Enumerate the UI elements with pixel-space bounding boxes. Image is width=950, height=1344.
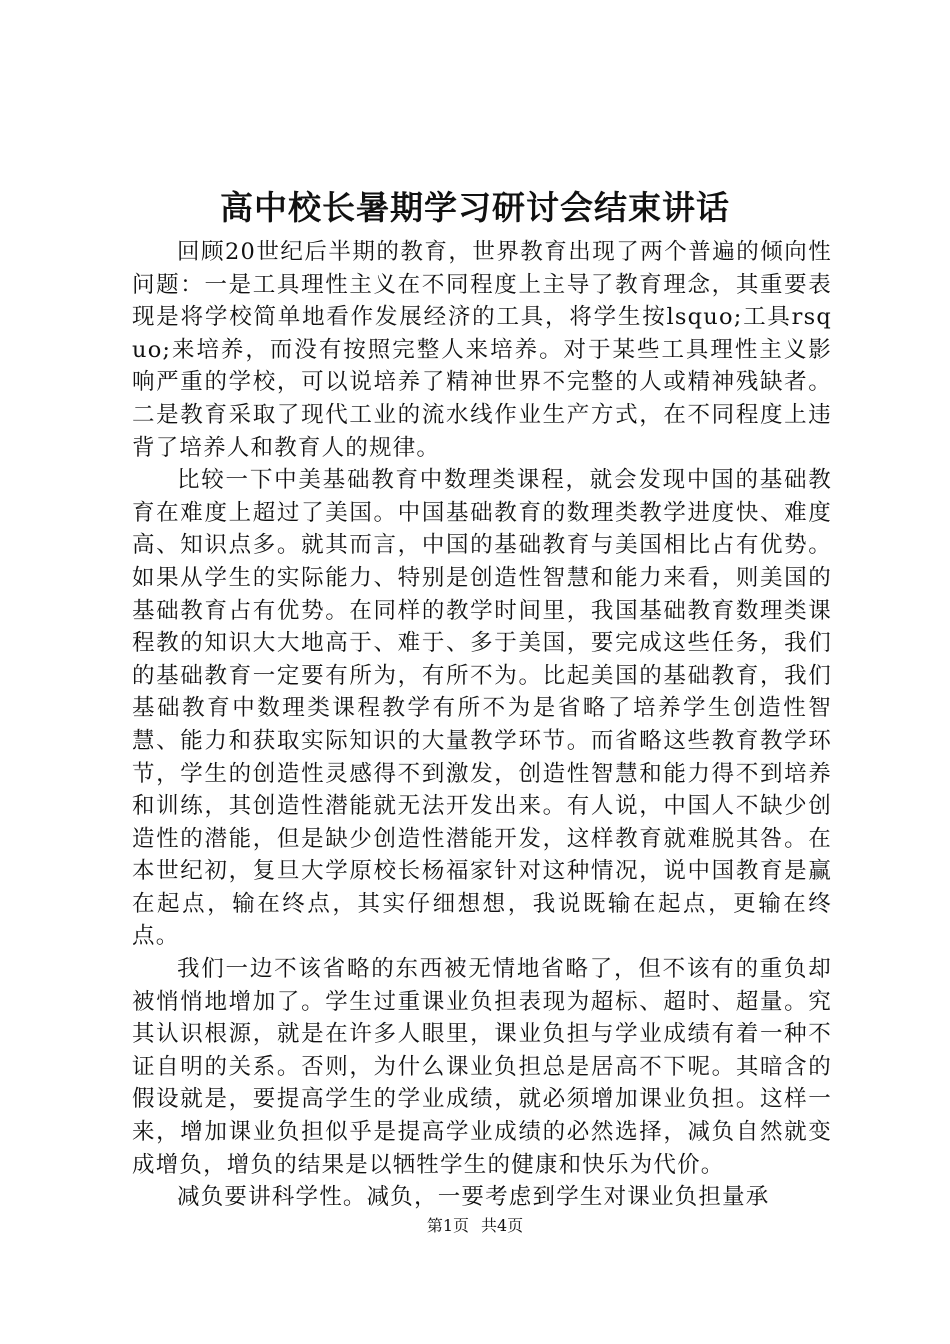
page-footer (0, 1214, 950, 1238)
paragraph: 减负要讲科学性。减负，一要考虑到学生对课业负担量承 (177, 1184, 770, 1211)
page-number: 第1页 (426, 1216, 469, 1235)
paragraph: 回顾20世纪后半期的教育，世界教育出现了两个普遍的倾向性问题：一是工具理性主义在不同程度上主导了教育理念，其重要表现是将学校简单地看作发展经济的工具，将学生按lsquo;工具rsquo;来培养，而没有按照完整人来培养。对于某些工具理性主义影响严重的学校，可以说培养了精神世界不完整的人或精神残缺者。二是教育采取了现代工业的流水线作业生产方式，在不同程度上违背了培养人和教育人的规律。 (132, 239, 832, 461)
paragraph: 比较一下中美基础教育中数理类课程，就会发现中国的基础教育在难度上超过了美国。中国基础教育的数理类教学进度快、难度高、知识点多。就其而言，中国的基础教育与美国相比占有优势。如果从学生的实际能力、特别是创造性智慧和能力来看，则美国的基础教育占有优势。在同样的教学时间里，我国基础教育数理类课程教的知识大大地高于、难于、多于美国，要完成这些任务，我们的基础教育一定要有所为，有所不为。比起美国的基础教育，我们基础教育中数理类课程教学有所不为是省略了培养学生创造性智慧、能力和获取实际知识的大量教学环节。而省略这些教育教学环节，学生的创造性灵感得不到激发，创造性智慧和能力得不到培养和训练，其创造性潜能就无法开发出来。有人说，中国人不缺少创造性的潜能，但是缺少创造性潜能开发，这样教育就难脱其咎。在本世纪初，复旦大学原校长杨福家针对这种情况，说中国教育是赢在起点，输在终点，其实仔细想想，我说既输在起点，更输在终点。 (132, 467, 832, 950)
page-total: 共4页 (481, 1216, 524, 1235)
paragraph: 我们一边不该省略的东西被无情地省略了，但不该有的重负却被悄悄地增加了。学生过重课业负担表现为超标、超时、超量。究其认识根源，就是在许多人眼里，课业负担与学业成绩有着一种不证自明的关系。否则，为什么课业负担总是居高不下呢。其暗含的假设就是，要提高学生的学业成绩，就必须增加课业负担。这样一来，增加课业负担似乎是提高学业成绩的必然选择，减负自然就变成增负，增负的结果是以牺牲学生的健康和快乐为代价。 (132, 956, 832, 1178)
document-title: 高中校长暑期学习研讨会结束讲话 (220, 188, 730, 227)
document-body (132, 236, 832, 1214)
